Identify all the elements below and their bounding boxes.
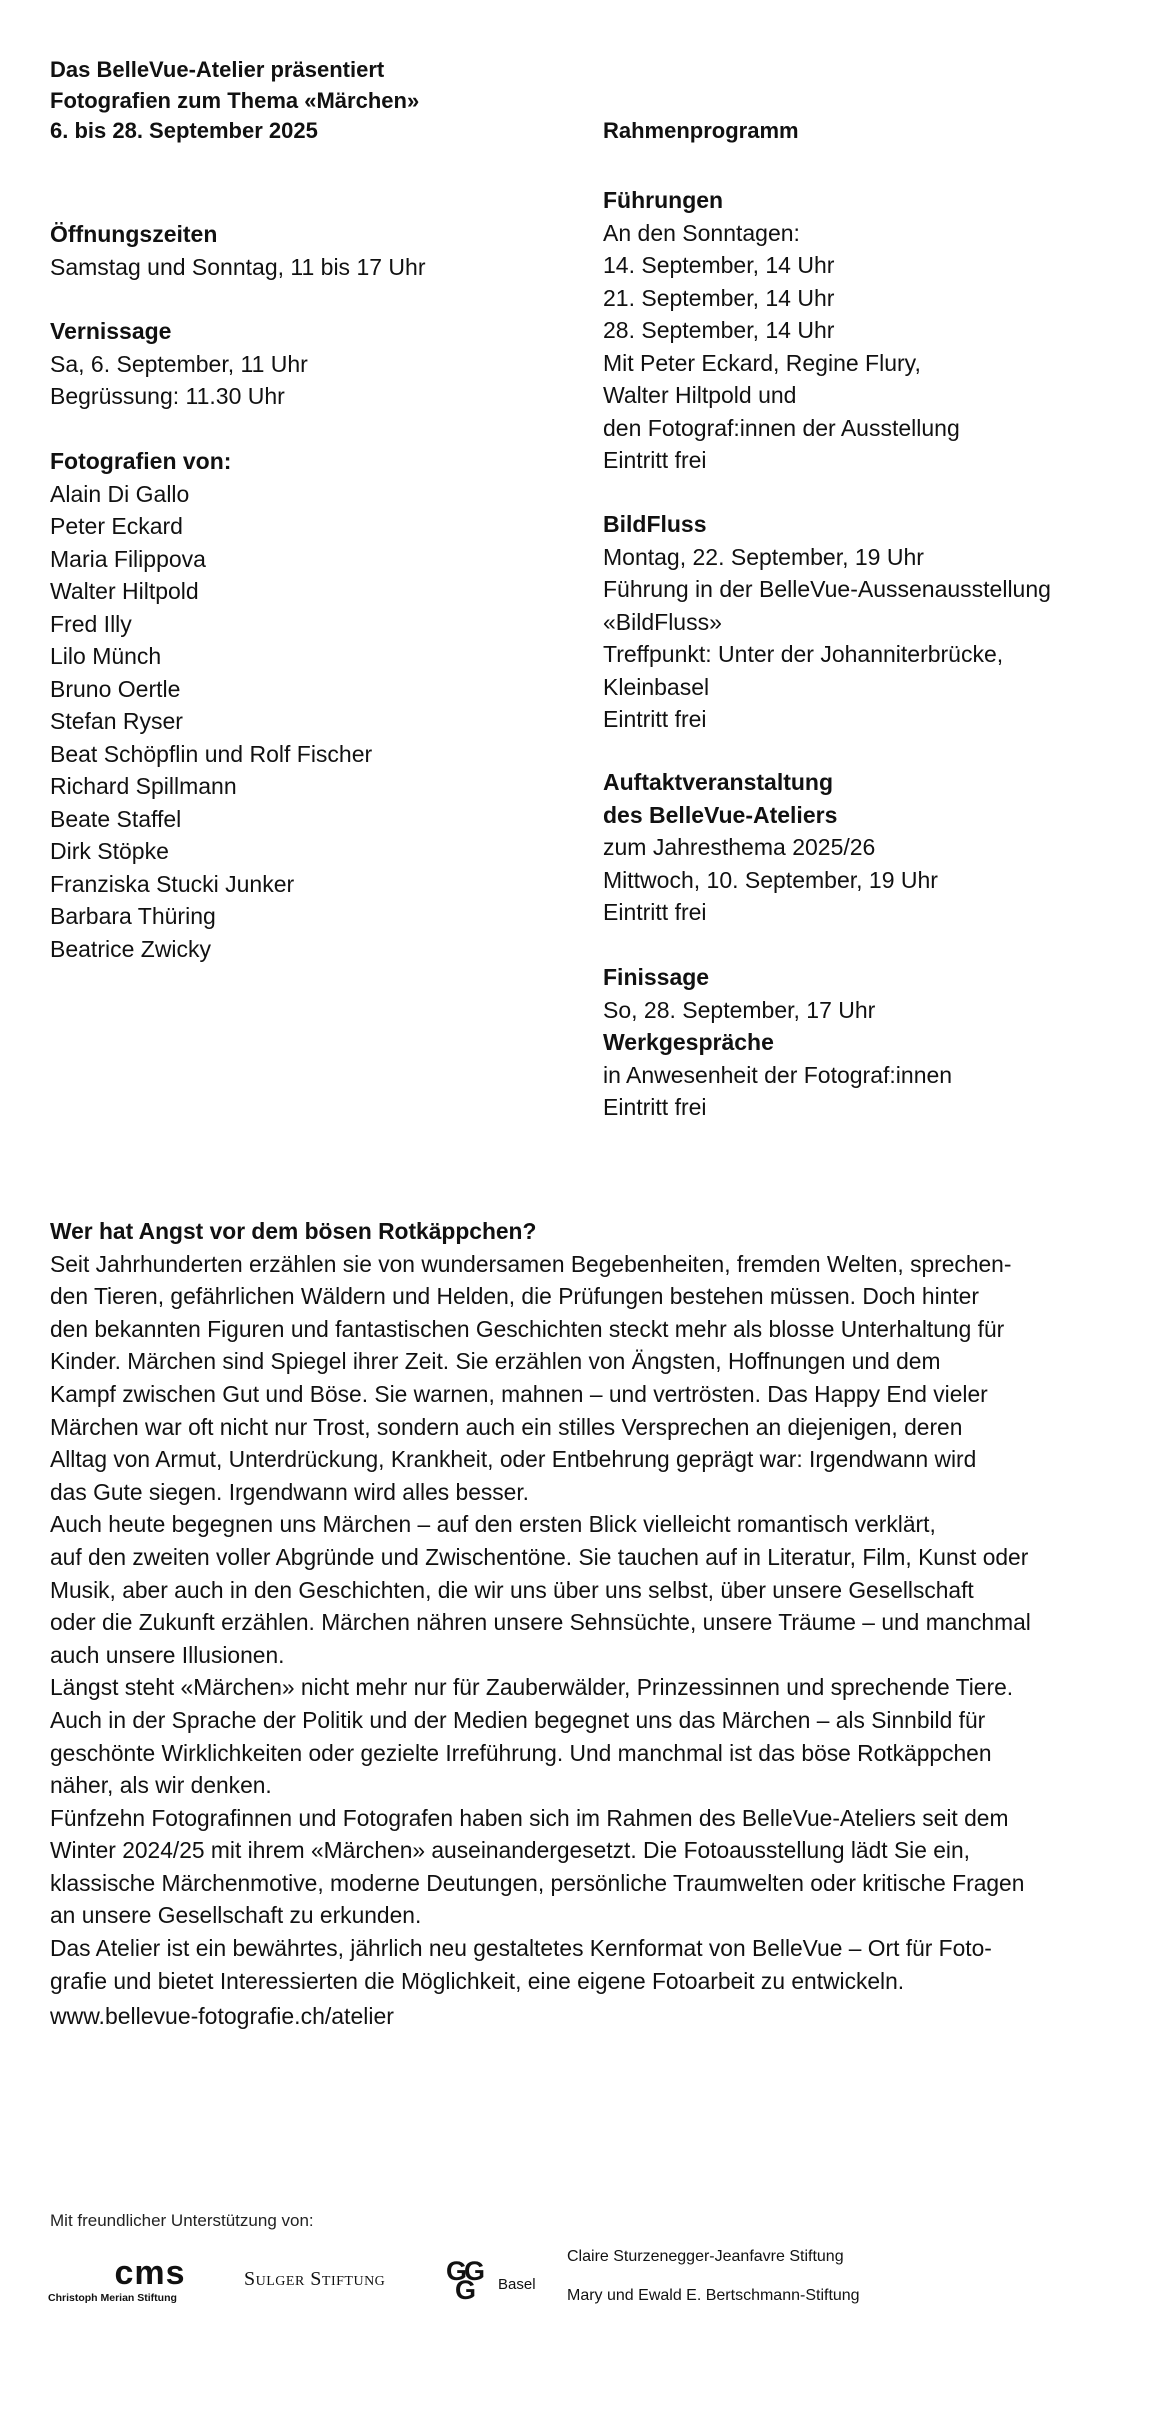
photographer-name: Beate Staffel	[50, 805, 182, 832]
essay-line: das Gute siegen. Irgendwann wird alles besser.	[50, 1478, 530, 1505]
kickoff-heading: Auftaktveranstaltung	[603, 769, 834, 795]
cms-logo-mark: cms	[114, 2254, 186, 2292]
essay-line: klassische Märchenmotive, moderne Deutungen, persönliche Traumwelten oder kritische Fragen	[50, 1869, 1025, 1896]
essay-line: an unsere Gesellschaft zu erkunden.	[50, 1902, 422, 1929]
essay-line: Musik, aber auch in den Geschichten, die wir uns über uns selbst, über unsere Gesellschaft	[50, 1576, 974, 1603]
guided-tours-line: 28. September, 14 Uhr	[603, 317, 835, 343]
essay-line: auch unsere Illusionen.	[50, 1641, 285, 1668]
essay-line: Längst steht «Märchen» nicht mehr nur für Zauberwälder, Prinzessinnen und sprechende Tiere.	[50, 1674, 1014, 1701]
guided-tours-section	[603, 184, 960, 477]
bildfluss-heading: BildFluss	[603, 511, 707, 537]
photographer-name: Franziska Stucki Junker	[50, 870, 295, 897]
svg-text:G: G	[446, 2256, 468, 2286]
bildfluss-line: Treffpunkt: Unter der Johanniterbrücke,	[603, 641, 1004, 667]
bildfluss-line: Eintritt frei	[603, 706, 707, 732]
essay-line: Märchen war oft nicht nur Trost, sondern auch ein stilles Versprechen an diejenigen, deren	[50, 1413, 963, 1440]
opening-hours-heading: Öffnungszeiten	[50, 221, 218, 247]
essay-line: oder die Zukunft erzählen. Märchen nähren unsere Sehnsüchte, unsere Träume – und manchmal	[50, 1609, 1031, 1636]
programme-heading: Rahmenprogramm	[603, 118, 799, 143]
vernissage-line: Begrüssung: 11.30 Uhr	[50, 383, 285, 409]
header-line-1: Das BelleVue-Atelier präsentiert	[50, 57, 385, 82]
photographer-name: Lilo Münch	[50, 643, 162, 669]
essay-section	[50, 1215, 1031, 1997]
svg-text:G: G	[455, 2275, 477, 2300]
essay-line: Auch in der Sprache der Politik und der Medien begegnet uns das Märchen – als Sinnbild für	[50, 1706, 986, 1733]
guided-tours-line: den Fotograf:innen der Ausstellung	[603, 414, 960, 441]
photographers-section	[50, 445, 372, 965]
vernissage-line: Sa, 6. September, 11 Uhr	[50, 350, 308, 377]
photographer-name: Maria Filippova	[50, 545, 206, 572]
bildfluss-line: «BildFluss»	[603, 608, 722, 635]
photographer-name: Dirk Stöpke	[50, 838, 169, 864]
essay-title: Wer hat Angst vor dem bösen Rotkäppchen?	[50, 1218, 537, 1244]
guided-tours-line: Eintritt frei	[603, 447, 707, 473]
photographer-name: Barbara Thüring	[50, 903, 216, 929]
guided-tours-line: Mit Peter Eckard, Regine Flury,	[603, 349, 921, 376]
opening-hours-section	[50, 218, 425, 283]
essay-line: näher, als wir denken.	[50, 1772, 272, 1799]
sturzenegger-foundation: Claire Sturzenegger-Jeanfavre Stiftung	[567, 2248, 844, 2265]
essay-line: Kinder. Märchen sind Spiegel ihrer Zeit. Sie erzählen von Ängsten, Hoffnungen und dem	[50, 1348, 941, 1375]
guided-tours-line: Walter Hiltpold und	[603, 382, 797, 408]
essay-line: auf den zweiten voller Abgründe und Zwischentöne. Sie tauchen auf in Literatur, Film, Kunst oder	[50, 1543, 1029, 1570]
guided-tours-line: 14. September, 14 Uhr	[603, 252, 835, 278]
essay-line: den Tieren, gefährlichen Wäldern und Helden, die Prüfungen bestehen müssen. Doch hinter	[50, 1283, 979, 1310]
kickoff-line: Eintritt frei	[603, 899, 707, 925]
opening-hours-text: Samstag und Sonntag, 11 bis 17 Uhr	[50, 253, 426, 280]
photographer-name: Fred Illy	[50, 610, 132, 637]
kickoff-heading-2: des BelleVue-Ateliers	[603, 801, 838, 828]
website-block	[50, 2000, 394, 2033]
sponsors-label: Mit freundlicher Unterstützung von:	[50, 2211, 314, 2230]
photographer-name: Walter Hiltpold	[50, 578, 199, 604]
artist-talks-line: in Anwesenheit der Fotograf:innen	[603, 1061, 953, 1088]
essay-line: Fünfzehn Fotografinnen und Fotografen haben sich im Rahmen des BelleVue-Ateliers seit dem	[50, 1804, 1009, 1831]
photographer-name: Stefan Ryser	[50, 708, 183, 734]
essay-line: geschönte Wirklichkeiten oder gezielte Irreführung. Und manchmal ist das böse Rotkäppchen	[50, 1739, 992, 1766]
header-dates: 6. bis 28. September 2025	[50, 118, 318, 143]
essay-line: grafie und bietet Interessierten die Möglichkeit, eine eigene Fotoarbeit zu entwickeln.	[50, 1967, 905, 1994]
guided-tours-heading: Führungen	[603, 187, 724, 213]
guided-tours-line: 21. September, 14 Uhr	[603, 284, 835, 311]
header-line-2: Fotografien zum Thema «Märchen»	[50, 87, 420, 113]
photographer-name: Peter Eckard	[50, 513, 183, 539]
photographer-name: Bruno Oertle	[50, 675, 181, 702]
essay-line: Kampf zwischen Gut und Böse. Sie warnen, mahnen – und vertrösten. Das Happy End vieler	[50, 1380, 988, 1407]
finissage-heading: Finissage	[603, 964, 710, 990]
photographers-heading: Fotografien von:	[50, 448, 232, 474]
ggg-logo	[446, 2256, 546, 2300]
guided-tours-line: An den Sonntagen:	[603, 219, 800, 246]
essay-line: Auch heute begegnen uns Märchen – auf den ersten Blick vielleicht romantisch verklärt,	[50, 1511, 936, 1538]
kickoff-line: zum Jahresthema 2025/26	[603, 834, 876, 860]
sulger-logo: Sulger Stiftung	[244, 2268, 386, 2290]
bildfluss-section	[603, 508, 1051, 736]
cms-logo-name: Christoph Merian Stiftung	[48, 2292, 177, 2304]
kickoff-section	[603, 766, 938, 929]
programme-heading-block	[603, 116, 799, 147]
photographer-name: Beatrice Zwicky	[50, 935, 212, 962]
finissage-date: So, 28. September, 17 Uhr	[603, 996, 876, 1023]
cms-logo	[48, 2256, 218, 2304]
website-link[interactable]: www.bellevue-fotografie.ch/atelier	[50, 2003, 394, 2029]
exhibition-header	[50, 55, 419, 147]
vernissage-section	[50, 315, 308, 413]
artist-talks-heading: Werkgespräche	[603, 1029, 774, 1055]
finissage-section	[603, 961, 952, 1124]
bildfluss-line: Führung in der BelleVue-Aussenausstellung	[603, 576, 1051, 602]
photographer-name: Alain Di Gallo	[50, 480, 190, 507]
photographer-name: Richard Spillmann	[50, 773, 237, 799]
essay-line: Winter 2024/25 mit ihrem «Märchen» auseinandergesetzt. Die Fotoausstellung lädt Sie ein,	[50, 1837, 970, 1864]
bildfluss-line: Kleinbasel	[603, 673, 710, 700]
artist-talks-admission: Eintritt frei	[603, 1094, 707, 1120]
essay-line: Das Atelier ist ein bewährtes, jährlich neu gestaltetes Kernformat von BelleVue – Ort für Foto-	[50, 1935, 992, 1962]
photographer-name: Beat Schöpflin und Rolf Fischer	[50, 740, 373, 767]
kickoff-line: Mittwoch, 10. September, 19 Uhr	[603, 866, 938, 893]
bertschmann-foundation: Mary und Ewald E. Bertschmann-Stiftung	[567, 2287, 860, 2304]
ggg-logo-city: Basel	[498, 2276, 536, 2293]
essay-line: den bekannten Figuren und fantastischen Geschichten steckt mehr als blosse Unterhaltung für	[50, 1315, 1005, 1342]
bildfluss-line: Montag, 22. September, 19 Uhr	[603, 543, 924, 570]
essay-line: Seit Jahrhunderten erzählen sie von wundersamen Begebenheiten, fremden Welten, sprechen-	[50, 1250, 1012, 1277]
ggg-logo-mark	[446, 2256, 498, 2300]
svg-text:G: G	[464, 2256, 486, 2286]
essay-line: Alltag von Armut, Unterdrückung, Krankheit, oder Entbehrung geprägt war: Irgendwann wird	[50, 1446, 977, 1473]
vernissage-heading: Vernissage	[50, 318, 172, 344]
